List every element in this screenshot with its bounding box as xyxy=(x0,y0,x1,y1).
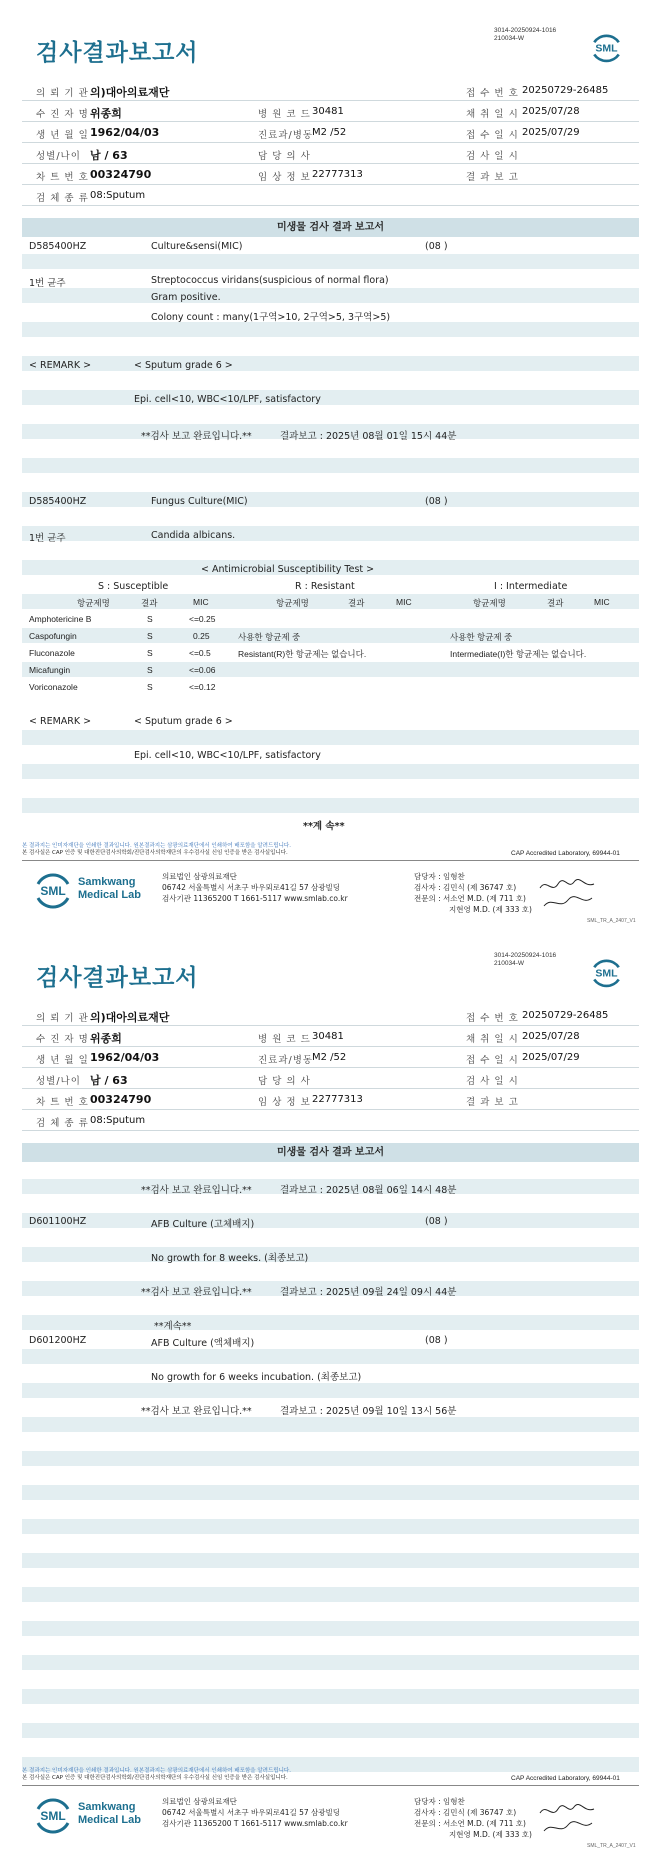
document-code-line2: 210034-W xyxy=(494,960,524,967)
exam-date-label: 검 사 일 시 xyxy=(466,1076,519,1087)
col-result: 결과 xyxy=(141,598,158,608)
info-row xyxy=(22,1068,639,1089)
footer-examiner: 검사자 : 김민식 (제 36747 호) xyxy=(414,1808,517,1817)
drug-mic: <=0.12 xyxy=(189,682,216,692)
drug-name: Caspofungin xyxy=(29,631,77,641)
sex-age-value: 남 / 63 xyxy=(90,149,128,162)
info-row xyxy=(22,185,639,206)
logo-line2: Medical Lab xyxy=(78,889,141,901)
patient-info-table xyxy=(22,80,639,206)
footer-license: 검사기관 11365200 T 1661-5117 www.smlab.co.kr xyxy=(162,894,348,903)
sml-logo-text: SML xyxy=(595,42,618,55)
footer-divider xyxy=(22,1785,639,1786)
document-code-line1: 3014-20250924-1016 xyxy=(494,952,557,959)
row-band xyxy=(22,1349,639,1364)
footer-address xyxy=(162,871,348,904)
clinical-value: 22777313 xyxy=(312,169,363,180)
chart-value: 00324790 xyxy=(90,1093,152,1106)
organism-label: 1번 균주 xyxy=(29,278,66,289)
footer-specialist1: 전문의 : 서소연 M.D. (제 711 호) xyxy=(414,894,526,903)
drug-result: S xyxy=(147,665,153,675)
receipt-no-label: 접 수 번 호 xyxy=(466,88,519,99)
drug-result: S xyxy=(147,631,153,641)
row-band xyxy=(22,1485,639,1500)
row-band xyxy=(22,1689,639,1704)
footer-street: 06742 서울특별시 서초구 바우뫼로41길 57 삼광빌딩 xyxy=(162,1808,341,1817)
row-band xyxy=(22,492,639,507)
footer-org: 의료법인 삼광의료재단 xyxy=(162,1797,237,1806)
info-row xyxy=(22,1110,639,1131)
receipt-no-label: 접 수 번 호 xyxy=(466,1013,519,1024)
col-result: 결과 xyxy=(348,598,365,608)
birth-label: 생 년 월 일 xyxy=(36,130,89,141)
gram-stain: Gram positive. xyxy=(151,292,221,303)
drug-name: Fluconazole xyxy=(29,648,75,658)
remark-text: Epi. cell<10, WBC<10/LPF, satisfactory xyxy=(134,394,321,405)
test-name: Fungus Culture(MIC) xyxy=(151,496,248,507)
clinical-label: 임 상 정 보 xyxy=(258,1097,311,1108)
row-band xyxy=(22,798,639,813)
footer-examiner: 검사자 : 김민식 (제 36747 호) xyxy=(414,883,517,892)
result-report-label: 결 과 보 고 xyxy=(466,172,519,183)
col-mic: MIC xyxy=(396,597,412,607)
receipt-date-value: 2025/07/29 xyxy=(522,1052,580,1063)
dept-value: M2 /52 xyxy=(312,127,347,138)
collect-date-label: 채 취 일 시 xyxy=(466,109,519,120)
row-band xyxy=(22,1587,639,1602)
ast-title: < Antimicrobial Susceptibility Test > xyxy=(201,564,375,575)
doctor-label: 담 당 의 사 xyxy=(258,1076,311,1087)
row-band xyxy=(22,662,639,677)
document-code xyxy=(494,27,556,43)
remark-grade: < Sputum grade 6 > xyxy=(134,360,233,371)
info-row xyxy=(22,1089,639,1110)
receipt-date-value: 2025/07/29 xyxy=(522,127,580,138)
receipt-date-label: 접 수 일 시 xyxy=(466,1055,519,1066)
dept-label: 진료과/병동 xyxy=(258,1055,314,1066)
colony-count: Colony count : many(1구역>10, 2구역>5, 3구역>5) xyxy=(151,312,391,323)
collect-date-value: 2025/07/28 xyxy=(522,106,580,117)
remark-grade: < Sputum grade 6 > xyxy=(134,716,233,727)
document-code-line1: 3014-20250924-1016 xyxy=(494,27,557,34)
organism-name: Candida albicans. xyxy=(151,530,236,541)
row-band xyxy=(22,254,639,269)
test-result: No growth for 8 weeks. (최종보고) xyxy=(151,1253,309,1264)
birth-value: 1962/04/03 xyxy=(90,126,160,139)
sml-logo-text: SML xyxy=(595,967,618,980)
report-page-2 xyxy=(0,925,655,1850)
col-drug: 항균제명 xyxy=(473,598,506,608)
drug-name: Micafungin xyxy=(29,665,71,675)
row-band xyxy=(22,1417,639,1432)
drug-mic: <=0.06 xyxy=(189,665,216,675)
drug-mic: 0.25 xyxy=(193,631,210,641)
hospital-code-value: 30481 xyxy=(312,106,344,117)
exam-date-label: 검 사 일 시 xyxy=(466,151,519,162)
footer-street: 06742 서울특별시 서초구 바우뫼로41길 57 삼광빌딩 xyxy=(162,883,341,892)
hospital-code-label: 병 원 코 드 xyxy=(258,109,311,120)
samkwang-logo-mark: SML xyxy=(40,884,66,898)
info-row xyxy=(22,80,639,101)
test-name: AFB Culture (고체배지) xyxy=(151,1219,255,1230)
continued-mark: **계속** xyxy=(154,1321,192,1332)
row-band xyxy=(22,764,639,779)
patient-label: 수 진 자 명 xyxy=(36,109,89,120)
footer-specialist2: 지현영 M.D. (제 333 호) xyxy=(449,905,532,914)
drug-result: S xyxy=(147,614,153,624)
footer-license: 검사기관 11365200 T 1661-5117 www.smlab.co.kr xyxy=(162,1819,348,1828)
test-result: No growth for 6 weeks incubation. (최종보고) xyxy=(151,1372,362,1383)
col-drug: 항균제명 xyxy=(77,598,110,608)
dept-value: M2 /52 xyxy=(312,1052,347,1063)
footer-manager: 담당자 : 임형찬 xyxy=(414,872,465,881)
col-mic: MIC xyxy=(594,597,610,607)
form-version: SML_TR_A_2407_V1 xyxy=(587,918,636,924)
hospital-code-label: 병 원 코 드 xyxy=(258,1034,311,1045)
row-band xyxy=(22,1247,639,1262)
cap-accreditation: CAP Accredited Laboratory, 69944-01 xyxy=(511,850,620,857)
row-band xyxy=(22,458,639,473)
footer-specialist2: 지현영 M.D. (제 333 호) xyxy=(449,1830,532,1839)
document-code-line2: 210034-W xyxy=(494,35,524,42)
row-band xyxy=(22,730,639,745)
organism-name: Streptococcus viridans(suspicious of normal flora) xyxy=(151,275,389,286)
info-row xyxy=(22,122,639,143)
organism-label: 1번 균주 xyxy=(29,533,66,544)
clinical-label: 임 상 정 보 xyxy=(258,172,311,183)
test-code: D585400HZ xyxy=(29,496,87,507)
used-drugs-i: 사용한 항균제 중 xyxy=(450,632,513,642)
row-band xyxy=(22,1315,639,1330)
chart-label: 차 트 번 호 xyxy=(36,172,89,183)
col-drug: 항균제명 xyxy=(276,598,309,608)
specimen-value: 08:Sputum xyxy=(90,1115,146,1126)
sex-age-label: 성별/나이 xyxy=(36,1076,81,1087)
report-title: 검사결과보고서 xyxy=(36,40,199,66)
footer-org: 의료법인 삼광의료재단 xyxy=(162,872,237,881)
row-band xyxy=(22,526,639,541)
document-code xyxy=(494,952,556,968)
footer-note-print: 본 결과지는 인미자재단을 인쇄한 결과입니다. 원본결과지는 삼광의료재단에서 인쇄하여 배포함을 알려드립니다. xyxy=(22,1768,291,1774)
remark-text: Epi. cell<10, WBC<10/LPF, satisfactory xyxy=(134,750,321,761)
test-code: D601100HZ xyxy=(29,1216,87,1227)
samkwang-logo-mark: SML xyxy=(40,1809,66,1823)
footer-signatories xyxy=(414,1796,532,1840)
drug-name: Voriconazole xyxy=(29,682,78,692)
logo-line2: Medical Lab xyxy=(78,1814,141,1826)
test-num: (08 ) xyxy=(425,1335,448,1346)
hospital-code-value: 30481 xyxy=(312,1031,344,1042)
continued-mark: **계 속** xyxy=(303,821,345,832)
receipt-no-value: 20250729-26485 xyxy=(522,1010,609,1021)
legend-susceptible: S : Susceptible xyxy=(98,581,169,592)
info-row xyxy=(22,101,639,122)
section-title: 미생물 검사 결과 보고서 xyxy=(22,218,639,237)
report-complete: **검사 보고 완료입니다.** xyxy=(141,1185,252,1196)
row-band xyxy=(22,288,639,303)
legend-intermediate: I : Intermediate xyxy=(494,581,568,592)
footer-divider xyxy=(22,860,639,861)
info-row xyxy=(22,1026,639,1047)
form-version: SML_TR_A_2407_V1 xyxy=(587,1843,636,1849)
row-band xyxy=(22,1519,639,1534)
chart-value: 00324790 xyxy=(90,168,152,181)
receipt-no-value: 20250729-26485 xyxy=(522,85,609,96)
dept-label: 진료과/병동 xyxy=(258,130,314,141)
cap-accreditation: CAP Accredited Laboratory, 69944-01 xyxy=(511,1775,620,1782)
row-band xyxy=(22,1655,639,1670)
report-time: 결과보고 : 2025년 08월 06일 14시 48분 xyxy=(280,1185,457,1196)
chart-label: 차 트 번 호 xyxy=(36,1097,89,1108)
signature-icon xyxy=(538,1801,598,1839)
sex-age-value: 남 / 63 xyxy=(90,1074,128,1087)
resistant-note: Resistant(R)한 항균제는 없습니다. xyxy=(238,649,367,659)
specimen-value: 08:Sputum xyxy=(90,190,146,201)
hospital-value: 의)대아의료재단 xyxy=(90,1011,170,1024)
drug-result: S xyxy=(147,648,153,658)
row-band xyxy=(22,322,639,337)
sex-age-label: 성별/나이 xyxy=(36,151,81,162)
report-time: 결과보고 : 2025년 09월 10일 13시 56분 xyxy=(280,1406,457,1417)
col-mic: MIC xyxy=(193,597,209,607)
report-time: 결과보고 : 2025년 09월 24일 09시 44분 xyxy=(280,1287,457,1298)
sml-logo-icon xyxy=(589,30,624,65)
test-name: AFB Culture (액체배지) xyxy=(151,1338,255,1349)
footer-note-cert: 본 검사실은 CAP 인증 및 대한진단검사의학회/진단검사의학재단의 우수검사실 신임 인증을 받은 검사실입니다. xyxy=(22,850,288,856)
doctor-label: 담 당 의 사 xyxy=(258,151,311,162)
report-complete: **검사 보고 완료입니다.** xyxy=(141,431,252,442)
row-band xyxy=(22,1213,639,1228)
hospital-label: 의 뢰 기 관 xyxy=(36,88,89,99)
logo-line1: Samkwang xyxy=(78,876,136,888)
clinical-value: 22777313 xyxy=(312,1094,363,1105)
row-band xyxy=(22,1621,639,1636)
row-band xyxy=(22,1383,639,1398)
birth-label: 생 년 월 일 xyxy=(36,1055,89,1066)
collect-date-value: 2025/07/28 xyxy=(522,1031,580,1042)
drug-name: Amphotericine B xyxy=(29,614,92,624)
report-time: 결과보고 : 2025년 08월 01일 15시 44분 xyxy=(280,431,457,442)
birth-value: 1962/04/03 xyxy=(90,1051,160,1064)
test-num: (08 ) xyxy=(425,1216,448,1227)
footer-note-cert: 본 검사실은 CAP 인증 및 대한진단검사의학회/진단검사의학재단의 우수검사실 신임 인증을 받은 검사실입니다. xyxy=(22,1775,288,1781)
legend-resistant: R : Resistant xyxy=(295,581,355,592)
footer-manager: 담당자 : 임형찬 xyxy=(414,1797,465,1806)
test-num: (08 ) xyxy=(425,496,448,507)
patient-value: 위종희 xyxy=(90,107,122,120)
collect-date-label: 채 취 일 시 xyxy=(466,1034,519,1045)
info-row xyxy=(22,1005,639,1026)
test-num: (08 ) xyxy=(425,241,448,252)
report-title: 검사결과보고서 xyxy=(36,965,199,991)
samkwang-logo-text xyxy=(78,1801,141,1827)
row-band xyxy=(22,390,639,405)
specimen-label: 검 체 종 류 xyxy=(36,193,89,204)
remark-label: < REMARK > xyxy=(29,360,92,371)
test-name: Culture&sensi(MIC) xyxy=(151,241,243,252)
used-drugs-r: 사용한 항균제 중 xyxy=(238,632,301,642)
col-result: 결과 xyxy=(547,598,564,608)
test-code: D585400HZ xyxy=(29,241,87,252)
remark-label: < REMARK > xyxy=(29,716,92,727)
logo-line1: Samkwang xyxy=(78,1801,136,1813)
hospital-value: 의)대아의료재단 xyxy=(90,86,170,99)
info-row xyxy=(22,1047,639,1068)
row-band xyxy=(22,1723,639,1738)
footer-specialist1: 전문의 : 서소연 M.D. (제 711 호) xyxy=(414,1819,526,1828)
drug-mic: <=0.25 xyxy=(189,614,216,624)
drug-result: S xyxy=(147,682,153,692)
receipt-date-label: 접 수 일 시 xyxy=(466,130,519,141)
row-band xyxy=(22,1553,639,1568)
result-report-label: 결 과 보 고 xyxy=(466,1097,519,1108)
samkwang-logo-text xyxy=(78,876,141,902)
row-band xyxy=(22,1451,639,1466)
patient-label: 수 진 자 명 xyxy=(36,1034,89,1045)
row-band xyxy=(22,628,639,643)
test-code: D601200HZ xyxy=(29,1335,87,1346)
intermediate-note: Intermediate(I)한 항균제는 없습니다. xyxy=(450,649,587,659)
row-band xyxy=(22,356,639,371)
footer-note-print: 본 결과지는 인미자재단을 인쇄한 결과입니다. 원본결과지는 삼광의료재단에서 인쇄하여 배포함을 알려드립니다. xyxy=(22,843,291,849)
footer-address xyxy=(162,1796,348,1829)
report-complete: **검사 보고 완료입니다.** xyxy=(141,1287,252,1298)
report-complete: **검사 보고 완료입니다.** xyxy=(141,1406,252,1417)
specimen-label: 검 체 종 류 xyxy=(36,1118,89,1129)
patient-info-table xyxy=(22,1005,639,1131)
signature-icon xyxy=(538,876,598,914)
sml-logo-icon xyxy=(589,955,624,990)
info-row xyxy=(22,143,639,164)
patient-value: 위종희 xyxy=(90,1032,122,1045)
info-row xyxy=(22,164,639,185)
hospital-label: 의 뢰 기 관 xyxy=(36,1013,89,1024)
drug-mic: <=0.5 xyxy=(189,648,211,658)
section-title: 미생물 검사 결과 보고서 xyxy=(22,1143,639,1162)
footer-signatories xyxy=(414,871,532,915)
